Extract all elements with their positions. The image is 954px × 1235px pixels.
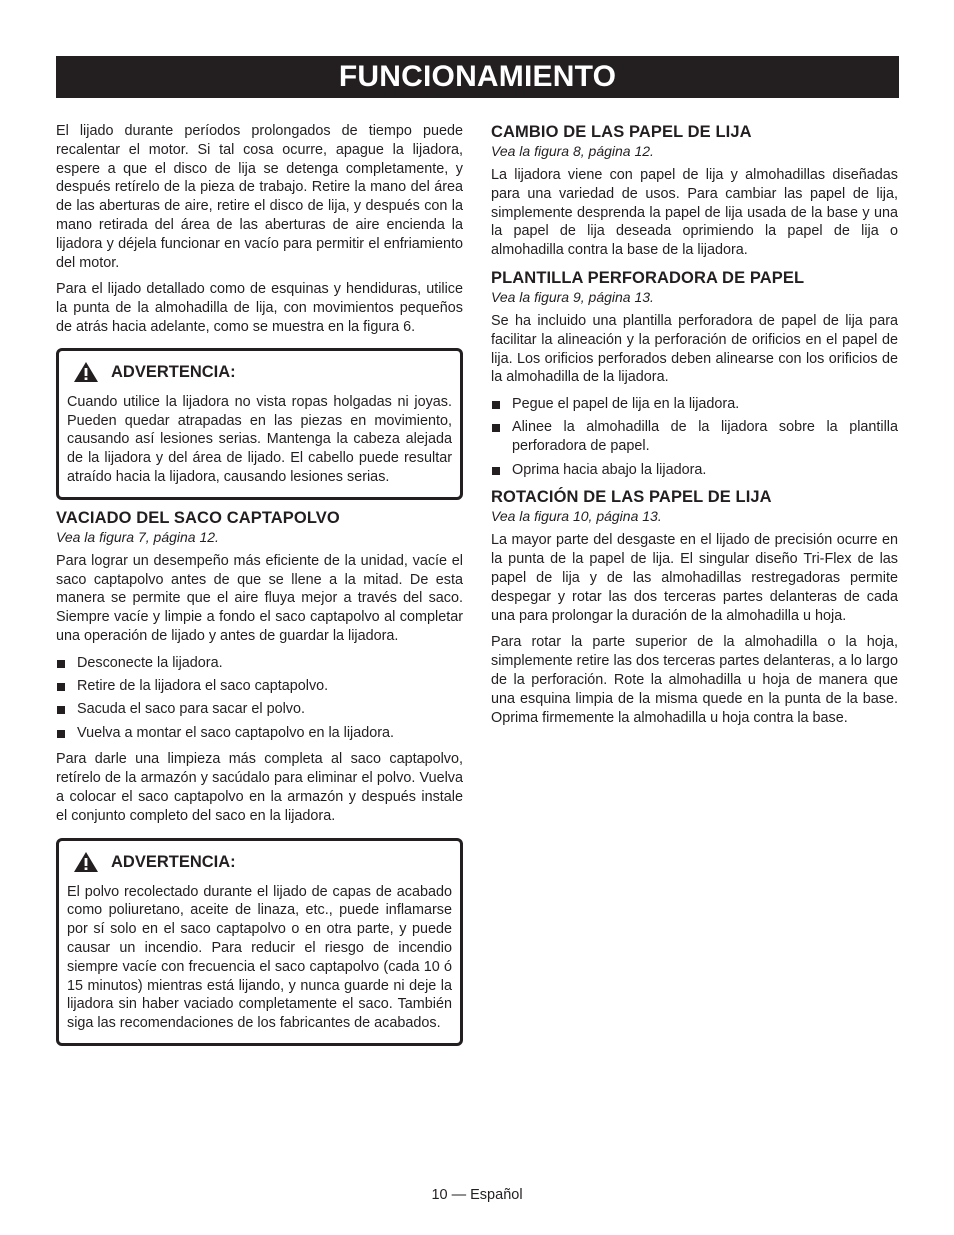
section-heading: CAMBIO DE LAS PAPEL DE LIJA xyxy=(491,123,752,141)
list-item-text: Retire de la lijadora el saco captapolvo. xyxy=(77,678,329,695)
bullet-square-icon xyxy=(57,683,65,691)
list-item-text: Sacuda el saco para sacar el polvo. xyxy=(77,701,305,718)
bullet-list xyxy=(491,395,898,479)
list-item-text: Oprima hacia abajo la lijadora. xyxy=(512,461,707,478)
left-column xyxy=(56,122,463,1046)
right-column xyxy=(491,122,898,735)
figure-reference: Vea la figura 8, página 12. xyxy=(491,143,654,159)
section-vaciado xyxy=(56,508,463,826)
warning-triangle-icon xyxy=(73,361,99,383)
bullet-square-icon xyxy=(492,401,500,409)
section-heading: VACIADO DEL SACO CAPTAPOLVO xyxy=(56,508,340,527)
section-title: FUNCIONAMIENTO xyxy=(338,60,617,93)
list-item xyxy=(56,724,463,743)
warning-triangle-icon xyxy=(73,851,99,873)
list-item-text: Alinee la almohadilla de la lijadora sobre la plantilla perforadora de papel. xyxy=(512,419,898,455)
section-heading: PLANTILLA PERFORADORA DE PAPEL xyxy=(491,268,805,287)
warning-header xyxy=(67,851,452,873)
warning-header xyxy=(67,361,452,383)
warning-title: ADVERTENCIA: xyxy=(111,852,236,871)
section-paragraph: Para darle una limpieza más completa al saco captapolvo, retírelo de la armazón y sacúdalo para eliminar el polvo. Vuelva a colocar el saco captapolvo en la armazón y después instale el conjunto completo del saco en la lijadora. xyxy=(56,751,463,824)
list-item-text: Pegue el papel de lija en la lijadora. xyxy=(512,396,740,413)
bullet-square-icon xyxy=(57,660,65,668)
figure-reference: Vea la figura 10, página 13. xyxy=(491,508,662,525)
page-number: 10 — Español xyxy=(431,1187,523,1203)
list-item-text: Desconecte la lijadora. xyxy=(77,654,223,671)
list-item xyxy=(56,700,463,719)
section-rotacion xyxy=(491,487,898,727)
intro-paragraph-2: Para el lijado detallado como de esquinas y hendiduras, utilice la punta de la almohadilla de lija, con movimientos pequeños de atrás hacia adelante, como se muestra en la figura 6. xyxy=(56,281,463,335)
warning-title: ADVERTENCIA: xyxy=(111,362,236,381)
bullet-list xyxy=(56,654,463,743)
figure-reference: Vea la figura 9, página 13. xyxy=(491,288,654,305)
intro-paragraph-1: El lijado durante períodos prolongados de tiempo puede recalentar el motor. Si tal cosa ocurre, apague la lijadora, espere a que el disco de lija se detenga completamente, y después retírelo de la pieza de trabajo. Retire la mano del área de las aberturas de aire, retire el disco de lija, y después con la mano retirada del área de las aberturas de aire encienda la lijadora y déjela funcionar en vacío para permitir el enfriamiento del motor. xyxy=(56,123,463,271)
section-plantilla xyxy=(491,268,898,479)
list-item xyxy=(491,418,898,456)
section-cambio xyxy=(491,122,898,260)
page-footer xyxy=(0,1186,954,1204)
section-paragraph: Para rotar la parte superior de la almohadilla o la hoja, simplemente retire las dos terceras partes delanteras, a lo largo de la perforación. Rote la almohadilla u hoja de manera que una esquina limpia de la misma quede en la punta de la base. Oprima firmemente la almohadilla u hoja contra la base. xyxy=(491,634,898,726)
bullet-square-icon xyxy=(492,467,500,475)
bullet-square-icon xyxy=(492,424,500,432)
warning-text: El polvo recolectado durante el lijado de capas de acabado como poliuretano, aceite de linaza, etc., puede inflamarse por sí solo en el saco captapolvo o en otra parte, y puede causar un incendio. Para reducir el riesgo de incendio siempre vacíe con frecuencia el saco captapolvo (cada 10 ó 15 minutos) mientras está lijando, y nunca guarde ni deje la lijadora sin haber vaciado completamente el saco. También siga las recomendaciones de los fabricantes de acabados. xyxy=(67,883,452,1032)
section-paragraph: La mayor parte del desgaste en el lijado de precisión ocurre en la punta de la papel de lija. El singular diseño Tri-Flex de las papel de lija y de las almohadillas restregadoras permite despegar y rotar las dos terceras partes delanteras de cada una para prolongar la duración de la almohadilla u hoja. xyxy=(491,532,898,624)
section-paragraph: La lijadora viene con papel de lija y almohadillas diseñadas para una variedad de usos. Para cambiar las papel de lija, simplemente desprenda la papel de lija usada de la base y una la papel de lija deseada oprimiendo la papel de lija o almohadilla contra la base de la lijadora. xyxy=(491,167,898,259)
section-paragraph: Se ha incluido una plantilla perforadora de papel de lija para facilitar la alineación y la perforación de orificios en el papel de lija. Los orificios perforados deben alinearse con los orificios de la almohadilla de la lijadora. xyxy=(491,312,898,386)
section-banner xyxy=(56,56,899,98)
section-paragraph: Para lograr un desempeño más eficiente de la unidad, vacíe el saco captapolvo antes de que se llene a la mitad. De esta manera se permite que el aire fluya mejor a través del saco. Siempre vacíe y limpie a fondo el saco captapolvo al completar una operación de lijado y antes de guardar la lijadora. xyxy=(56,552,463,644)
list-item xyxy=(56,677,463,696)
section-heading: ROTACIÓN DE LAS PAPEL DE LIJA xyxy=(491,488,772,507)
list-item xyxy=(56,654,463,673)
figure-reference: Vea la figura 7, página 12. xyxy=(56,528,219,545)
list-item xyxy=(491,461,898,480)
warning-text: Cuando utilice la lijadora no vista ropas holgadas ni joyas. Pueden quedar atrapadas en las piezas en movimiento, causando así lesiones serias. Mantenga la cabeza alejada de la lijadora y del área de lijado. El cabello puede resultar atraído hacia la lijadora, causando lesiones serias. xyxy=(67,393,452,485)
list-item-text: Vuelva a montar el saco captapolvo en la lijadora. xyxy=(77,724,395,741)
list-item xyxy=(491,395,898,414)
bullet-square-icon xyxy=(57,706,65,714)
warning-box-dust xyxy=(56,838,463,1046)
bullet-square-icon xyxy=(57,730,65,738)
warning-box-clothing xyxy=(56,348,463,500)
